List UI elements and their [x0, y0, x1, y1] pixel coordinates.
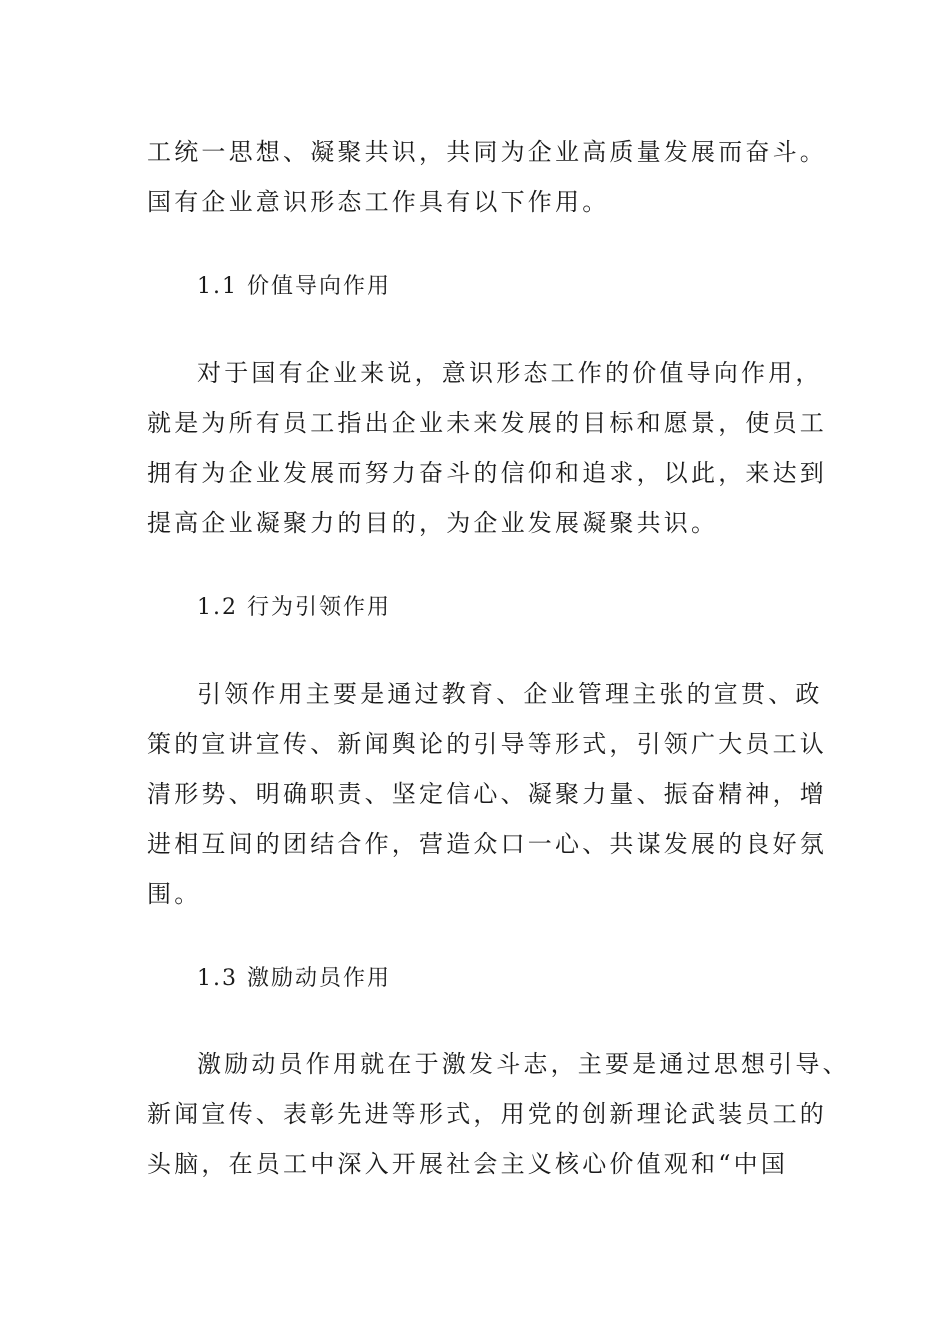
paragraph-line: 围。: [147, 880, 202, 908]
paragraph-line: 引领作用主要是通过教育、企业管理主张的宣贯、政: [197, 680, 823, 708]
paragraph-line: 工统一思想、凝聚共识，共同为企业高质量发展而奋斗。: [147, 138, 827, 166]
paragraph-line: 策的宣讲宣传、新闻舆论的引导等形式，引领广大员工认: [147, 730, 827, 758]
section-heading-1-2: 1.2 行为引领作用: [197, 595, 391, 620]
section-heading-1-1: 1.1 价值导向作用: [197, 274, 391, 299]
paragraph-line: 国有企业意识形态工作具有以下作用。: [147, 188, 610, 216]
paragraph-line: 就是为所有员工指出企业未来发展的目标和愿景，使员工: [147, 409, 827, 437]
paragraph-line: 清形势、明确职责、坚定信心、凝聚力量、振奋精神，增: [147, 780, 827, 808]
paragraph-line: 提高企业凝聚力的目的，为企业发展凝聚共识。: [147, 509, 719, 537]
paragraph-line: 激励动员作用就在于激发斗志，主要是通过思想引导、: [197, 1050, 850, 1078]
section-heading-1-3: 1.3 激励动员作用: [197, 966, 391, 991]
paragraph-line: 对于国有企业来说，意识形态工作的价值导向作用，: [197, 359, 823, 387]
paragraph-line: 新闻宣传、表彰先进等形式，用党的创新理论武装员工的: [147, 1100, 827, 1128]
paragraph-line: 头脑，在员工中深入开展社会主义核心价值观和“中国: [147, 1150, 789, 1178]
paragraph-line: 拥有为企业发展而努力奋斗的信仰和追求，以此，来达到: [147, 459, 827, 487]
paragraph-line: 进相互间的团结合作，营造众口一心、共谋发展的良好氛: [147, 830, 827, 858]
